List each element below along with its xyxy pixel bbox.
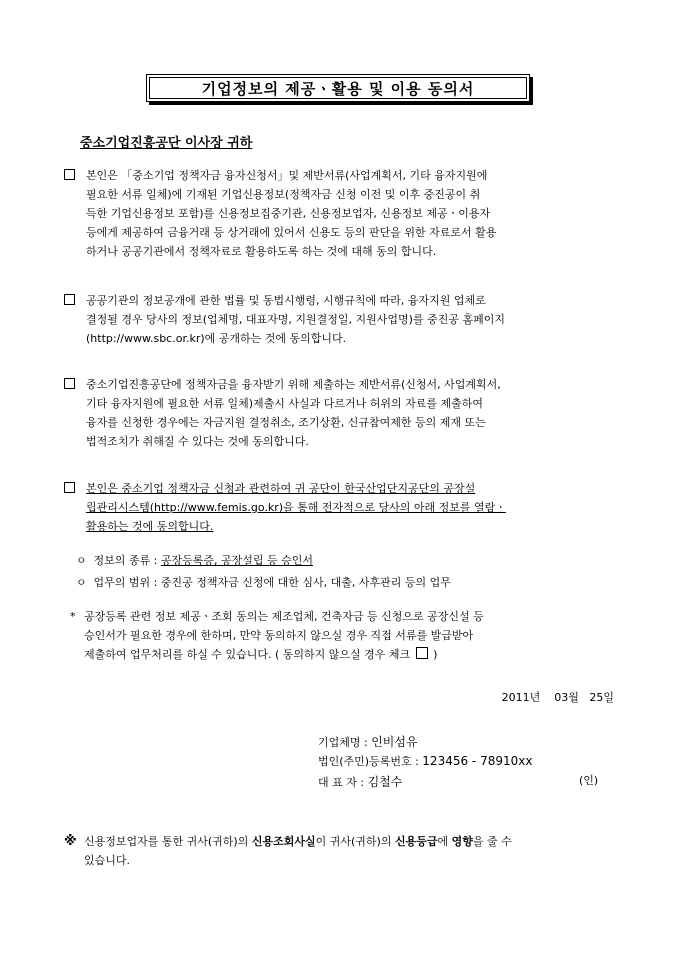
representative-row [318,773,402,790]
info-bullet: ㅇ [76,554,87,567]
clause-line: 융자를 신청한 경우에는 자금지원 결정취소, 조기상환, 신규참여제한 등의 제재 또는 [86,416,486,429]
consent-clause-3 [64,375,624,451]
company-name-value: 인비섬유 [371,735,418,749]
date-day: 25일 [589,691,614,704]
note-line-last [84,645,630,664]
reference-mark: ※ [64,834,77,849]
clause-line: 등에게 제공하여 금융거래 등 상거래에 있어서 신용도 등의 판단을 위한 자료로서 활용 [86,226,497,239]
info-type [76,552,313,568]
info-scope-label: 업무의 범위 : [93,576,158,589]
clause-line: 필요한 서류 일체)에 기재된 기업신용정보(정책자금 신청 이전 및 이후 중진공이 취 [86,188,481,201]
note-line: 공장등록 관련 정보 제공ㆍ조회 동의는 제조업체, 건축자금 등 신청으로 공장신설 등 [84,610,484,623]
checkbox-clause-4[interactable] [64,482,75,493]
registration-number-row [318,753,532,769]
info-scope-value: 중진공 정책자금 신청에 대한 심사, 대출, 사후관리 등의 업무 [160,576,451,589]
checkbox-clause-3[interactable] [64,378,75,389]
credit-inquiry-notice [64,832,630,870]
factory-info-note [70,607,630,664]
date-month: 03월 [554,691,579,704]
info-type-label: 정보의 종류 : [93,554,158,567]
footer-text: 이 귀사(귀하)의 [315,835,395,848]
footer-text: 을 줄 수 [472,835,512,848]
representative-label: 대 표 자 : [318,776,365,789]
date [502,689,614,705]
clause-line: 본인은 「중소기업 정책자금 융자신청서」및 제반서류(사업계획서, 기타 융자지원에 [86,169,488,182]
consent-clause-1 [64,166,624,261]
footer-line-2: 있습니다. [84,854,131,867]
checkbox-clause-1[interactable] [64,169,75,180]
footer-bold-inquiry: 신용조회사실 [251,835,316,848]
footer-bold-impact: 영향 [451,835,473,848]
clause-line: 법적조치가 취해질 수 있다는 것에 동의합니다. [86,435,309,448]
registration-number-value: 123456 - 78910xx [422,754,533,768]
note-line-text: 제출하여 업무처리를 하실 수 있습니다. ( 동의하지 않으실 경우 체크 [84,648,411,661]
clause-line: 립관리시스템(http://www.femis.go.kr)을 통해 전자적으로 당사의 아래 정보를 열람ㆍ [86,501,506,514]
document-title: 기업정보의 제공ㆍ활용 및 이용 동의서 [201,79,475,98]
clause-line: (http://www.sbc.or.kr)에 공개하는 것에 동의합니다. [86,332,347,345]
note-line-close: ) [433,648,438,661]
checkbox-clause-2[interactable] [64,294,75,305]
clause-line: 공공기관의 정보공개에 관한 법률 및 동법시행령, 시행규칙에 따라, 융자지원 업체로 [86,294,486,307]
seal-mark: (인) [579,774,599,787]
clause-line: 득한 기업신용정보 포함)를 신용정보집중기관, 신용정보업자, 신용정보 제공ㆍ이용자 [86,207,491,220]
footer-bold-grade: 신용등급 [394,835,438,848]
clause-line: 활용하는 것에 동의합니다. [86,520,214,533]
addressee: 중소기업진흥공단 이사장 귀하 [80,136,253,151]
footer-line-1 [84,832,630,851]
clause-line: 중소기업진흥공단에 정책자금을 융자받기 위해 제출하는 제반서류(신청서, 사업계획서, [86,378,501,391]
representative-value: 김철수 [367,775,403,789]
date-year: 2011년 [501,691,541,704]
info-bullet: ㅇ [76,576,87,589]
company-name-label: 기업체명 : [318,736,368,749]
note-line: 승인서가 필요한 경우에 한하며, 만약 동의하지 않으실 경우 직접 서류를 발급받아 [84,629,474,642]
consent-clause-2 [64,291,624,348]
info-type-value: 공장등록증, 공장설립 등 승인서 [160,554,313,567]
consent-clause-4 [64,479,624,536]
clause-line: 본인은 중소기업 정책자금 신청과 관련하여 귀 공단이 한국산업단지공단의 공장설 [86,482,476,495]
footer-text: 에 [437,835,452,848]
company-name-row [318,733,418,750]
info-scope [76,574,451,590]
footer-text: 신용정보업자를 통한 귀사(귀하)의 [84,835,252,848]
clause-line: 결정될 경우 당사의 정보(업체명, 대표자명, 지원결정일, 지원사업명)를 중진공 홈페이지 [86,313,505,326]
clause-line: 기타 융자지원에 필요한 서류 일체)제출시 사실과 다르거나 허위의 자료를 제출하여 [86,397,484,410]
title-box [146,74,530,102]
non-consent-checkbox[interactable] [416,647,428,659]
clause-line: 하거나 공공기관에서 정책자료로 활용하도록 하는 것에 대해 동의 합니다. [86,245,437,258]
note-asterisk: * [70,610,76,623]
registration-number-label: 법인(주민)등록번호 : [318,755,419,768]
